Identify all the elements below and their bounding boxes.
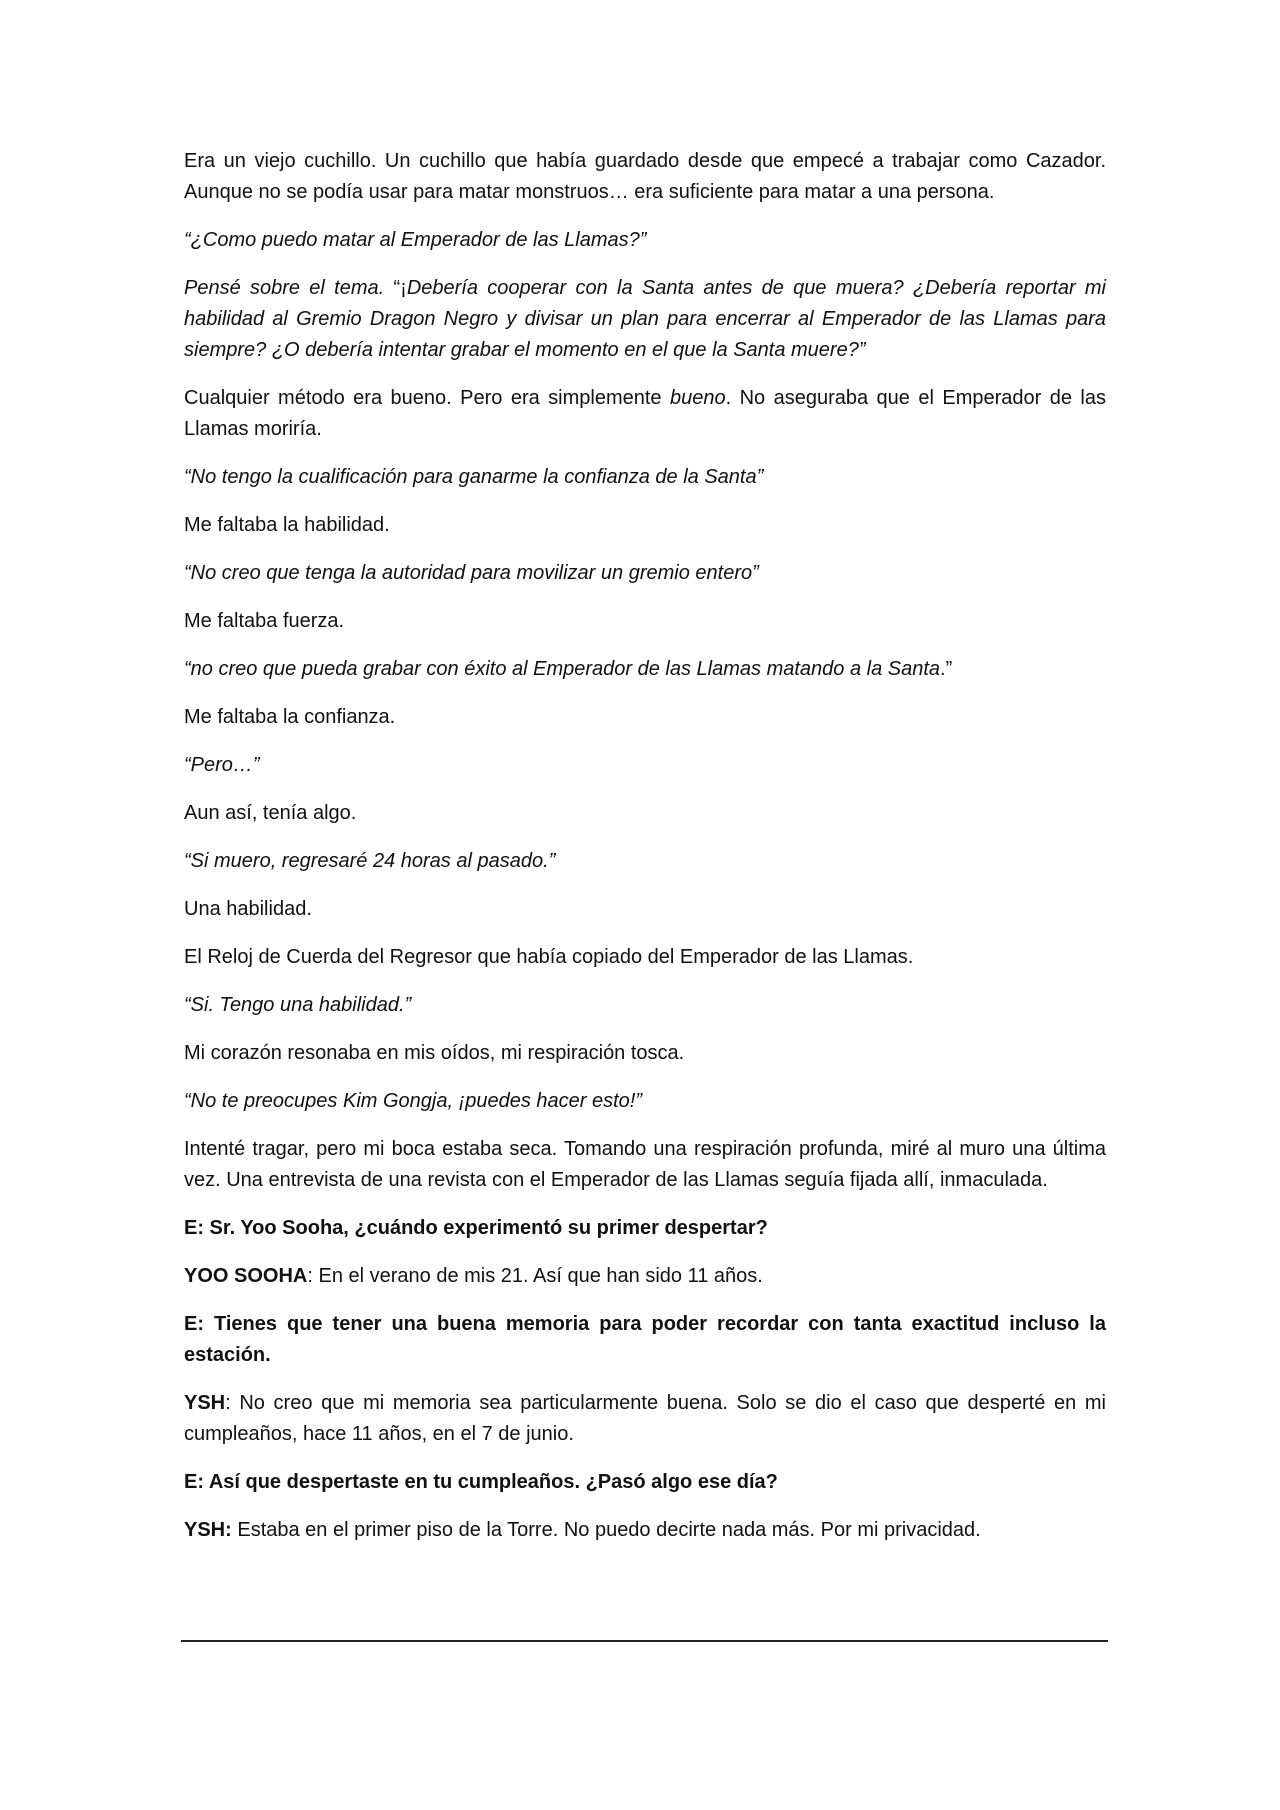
paragraph: Mi corazón resonaba en mis oídos, mi respiración tosca. — [184, 1042, 685, 1064]
speaker-label: YSH: — [184, 1519, 232, 1541]
paragraph-end: . No aseguraba que el Emperador de las Llamas moriría. — [184, 387, 1106, 440]
dialogue-line: “No creo que tenga la autoridad para movilizar un gremio entero” — [184, 562, 759, 584]
paragraph: Me faltaba la confianza. — [184, 706, 396, 728]
bottom-rule — [181, 1640, 1108, 1642]
dialogue-line: “No te preocupes Kim Gongja, ¡puedes hacer esto!” — [184, 1090, 643, 1112]
paragraph: Aun así, tenía algo. — [184, 802, 357, 824]
answer-text: Estaba en el primer piso de la Torre. No puedo decirte nada más. Por mi privacidad. — [231, 1519, 981, 1541]
interview-question: E: Sr. Yoo Sooha, ¿cuándo experimentó su primer despertar? — [184, 1217, 768, 1239]
paragraph: Me faltaba fuerza. — [184, 610, 345, 632]
dialogue-text: “no creo que pueda grabar con éxito al Emperador de las Llamas matando a la Santa — [184, 658, 941, 680]
interview-question: E: Así que despertaste en tu cumpleaños. ¿Pasó algo ese día? — [184, 1471, 778, 1493]
paragraph-quote: Debería cooperar con la Santa antes de que muera? ¿Debería reportar mi habilidad al Gremio Dragon Negro y divisar un plan para encerrar al Emperador de las Llamas para siempre? ¿O debería intentar grabar el momento en el que la Santa muere?” — [184, 277, 1106, 361]
dialogue-line — [184, 654, 1106, 685]
paragraph: Me faltaba la habilidad. — [184, 514, 390, 536]
dialogue-line: “Si muero, regresaré 24 horas al pasado.” — [184, 850, 556, 872]
paragraph: Intenté tragar, pero mi boca estaba seca. Tomando una respiración profunda, miré al muro una última vez. Una entrevista de una revista con el Emperador de las Llamas seguía fijada allí, inmaculada. — [184, 1138, 1106, 1191]
interview-answer — [184, 1515, 1106, 1546]
paragraph: Era un viejo cuchillo. Un cuchillo que había guardado desde que empecé a trabajar como Cazador. Aunque no se podía usar para matar monstruos… era suficiente para matar a una persona. — [184, 150, 1106, 203]
dialogue-line: “Si. Tengo una habilidad.” — [184, 994, 412, 1016]
paragraph — [184, 273, 1106, 366]
paragraph-start: Cualquier método era bueno. Pero era simplemente — [184, 387, 670, 409]
interview-answer — [184, 1261, 1106, 1292]
quote-open: “¡ — [393, 277, 407, 299]
answer-text: : En el verano de mis 21. Así que han sido 11 años. — [307, 1265, 763, 1287]
emphasis-word: bueno — [669, 387, 726, 409]
dialogue-line: “No tengo la cualificación para ganarme la confianza de la Santa” — [184, 466, 764, 488]
paragraph: El Reloj de Cuerda del Regresor que había copiado del Emperador de las Llamas. — [184, 946, 914, 968]
speaker-label: YSH — [184, 1392, 226, 1414]
answer-text: : No creo que mi memoria sea particularmente buena. Solo se dio el caso que desperté en mi cumpleaños, hace 11 años, en el 7 de junio. — [184, 1392, 1106, 1445]
dialogue-line: “¿Como puedo matar al Emperador de las Llamas?” — [184, 229, 647, 251]
interview-question: E: Tienes que tener una buena memoria para poder recordar con tanta exactitud incluso la estación. — [184, 1313, 1106, 1366]
paragraph-intro: Pensé sobre el tema. — [184, 277, 394, 299]
interview-answer — [184, 1388, 1106, 1450]
speaker-label: YOO SOOHA — [184, 1265, 308, 1287]
document-page — [184, 146, 1106, 1563]
paragraph: Una habilidad. — [184, 898, 312, 920]
paragraph — [184, 383, 1106, 445]
dialogue-line: “Pero…” — [184, 754, 260, 776]
dialogue-end: .” — [940, 658, 953, 680]
